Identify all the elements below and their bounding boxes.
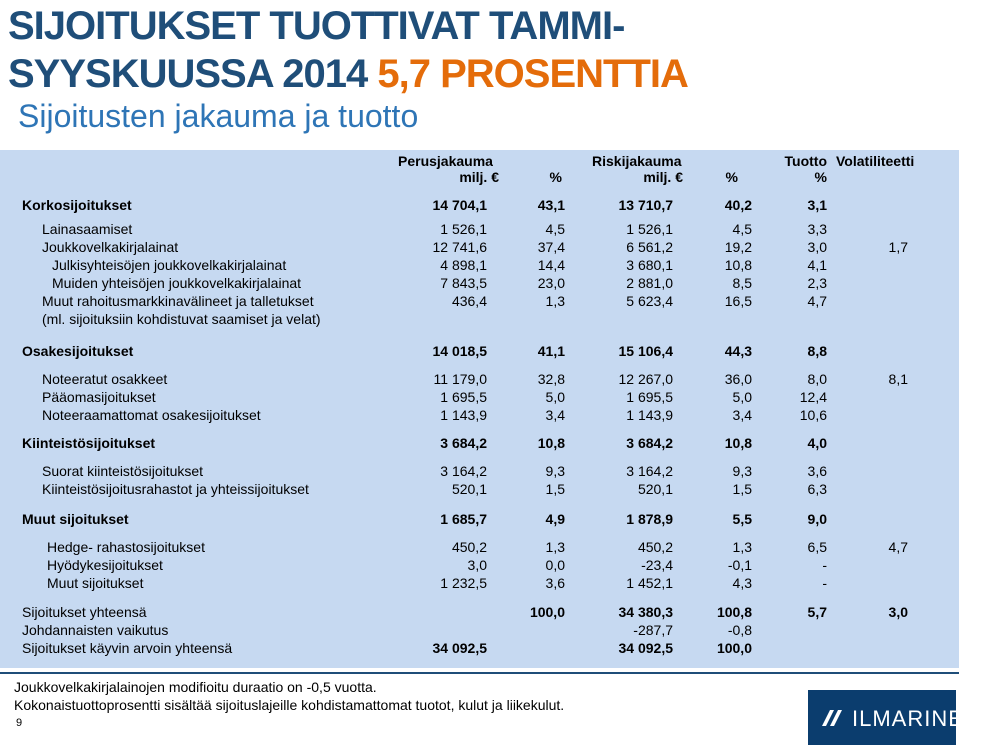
cell-perus-milj: 450,2 [451,539,487,555]
cell-perus-milj: 1 143,9 [440,407,487,423]
cell-tuotto: 6,3 [807,481,827,497]
cell-riski-pct: -0,8 [727,622,752,638]
cell-tuotto: 10,6 [799,407,827,423]
header-tuotto: Tuotto [784,153,827,169]
cell-perus-pct: 3,6 [545,575,565,591]
row-label: Suorat kiinteistösijoitukset [42,463,204,479]
title-accent: 5,7 PROSENTTIA [377,52,688,96]
cell-riski-pct: 40,2 [724,197,752,213]
cell-riski-milj: 3 684,2 [626,435,673,451]
header-perusjakauma: Perusjakauma [398,153,493,169]
cell-perus-milj: 34 092,5 [432,640,487,656]
cell-perus-pct: 41,1 [537,343,565,359]
cell-tuotto: 4,7 [807,293,827,309]
cell-riski-milj: 1 143,9 [626,407,673,423]
cell-riski-pct: 10,8 [724,435,752,451]
cell-riski-pct: 16,5 [724,293,752,309]
page-title [8,2,688,98]
cell-perus-pct: 1,3 [545,539,565,555]
cell-riski-pct: 4,3 [732,575,752,591]
cell-perus-milj: 436,4 [451,293,487,309]
cell-perus-milj: 3,0 [467,557,487,573]
section-label: Korkosijoitukset [22,197,132,213]
cell-tuotto: 3,6 [807,463,827,479]
cell-perus-milj: 1 685,7 [440,511,487,527]
cell-perus-milj: 1 232,5 [440,575,487,591]
row-label: Sijoitukset käyvin arvoin yhteensä [22,640,233,656]
row-label: (ml. sijoituksiin kohdistuvat saamiset ja velat) [42,311,321,327]
cell-tuotto: - [822,575,827,591]
cell-perus-pct: 100,0 [529,604,565,620]
footnote-duration: Joukkovelkakirjalainojen modifioitu duraatio on -0,5 vuotta. [14,679,377,695]
cell-riski-pct: 36,0 [724,371,752,387]
cell-riski-milj: 5 623,4 [626,293,673,309]
cell-perus-pct: 32,8 [537,371,565,387]
cell-tuotto: 9,0 [807,511,827,527]
cell-perus-pct: 1,5 [545,481,565,497]
cell-riski-milj: 12 267,0 [618,371,673,387]
cell-tuotto: 8,0 [807,371,827,387]
cell-perus-milj: 520,1 [451,481,487,497]
cell-perus-pct: 3,4 [545,407,565,423]
cell-perus-pct: 23,0 [537,275,565,291]
cell-tuotto: 3,0 [807,239,827,255]
cell-riski-pct: -0,1 [727,557,752,573]
section-label: Kiinteistösijoitukset [22,435,156,451]
row-label: Kiinteistösijoitusrahastot ja yhteissijoitukset [42,481,309,497]
cell-riski-pct: 100,0 [716,640,752,656]
cell-tuotto: 8,8 [807,343,827,359]
cell-perus-pct: 5,0 [545,389,565,405]
cell-perus-pct: 37,4 [537,239,565,255]
logo-text: ILMARINEN [852,706,981,731]
cell-tuotto: 6,5 [807,539,827,555]
title-line-1: SIJOITUKSET TUOTTIVAT TAMMI- [8,4,625,48]
cell-riski-pct: 44,3 [724,343,752,359]
row-label: Sijoitukset yhteensä [22,604,147,620]
cell-riski-pct: 8,5 [732,275,752,291]
row-label: Muut rahoitusmarkkinavälineet ja talletukset [42,293,314,309]
row-label: Noteeraamattomat osakesijoitukset [42,407,261,423]
cell-perus-milj: 4 898,1 [440,257,487,273]
row-label: Johdannaisten vaikutus [22,622,169,638]
header-riski-pct: % [725,169,738,185]
cell-riski-pct: 5,0 [732,389,752,405]
logo-mark-icon [820,708,844,728]
section-label: Osakesijoitukset [22,343,134,359]
title-line-2-text: SYYSKUUSSA 2014 [8,52,378,96]
cell-perus-milj: 7 843,5 [440,275,487,291]
cell-perus-pct: 4,5 [545,221,565,237]
ilmarinen-logo [808,690,981,745]
cell-riski-pct: 10,8 [724,257,752,273]
cell-perus-milj: 3 684,2 [440,435,487,451]
header-riskijakauma: Riskijakauma [592,153,682,169]
cell-perus-pct: 10,8 [537,435,565,451]
cell-perus-milj: 12 741,6 [432,239,487,255]
row-label: Hyödykesijoitukset [47,557,163,573]
row-label: Pääomasijoitukset [42,389,156,405]
page-number: 9 [16,717,23,729]
cell-riski-pct: 5,5 [732,511,752,527]
cell-perus-milj: 14 018,5 [432,343,487,359]
cell-riski-milj: 15 106,4 [618,343,673,359]
header-perus-pct: % [549,169,562,185]
cell-volatiliteetti: 4,7 [888,539,908,555]
cell-riski-milj: 450,2 [637,539,673,555]
cell-perus-pct: 0,0 [545,557,565,573]
cell-volatiliteetti: 3,0 [888,604,908,620]
cell-riski-milj: 1 452,1 [626,575,673,591]
cell-riski-milj: 34 380,3 [618,604,673,620]
cell-perus-pct: 4,9 [545,511,565,527]
row-label: Muut sijoitukset [47,575,144,591]
row-label: Lainasaamiset [42,221,133,237]
header-perus-milj: milj. € [459,169,499,185]
cell-perus-milj: 11 179,0 [433,371,487,387]
cell-riski-milj: 2 881,0 [626,275,673,291]
cell-riski-milj: 520,1 [637,481,673,497]
cell-riski-milj: 3 680,1 [626,257,673,273]
cell-perus-milj: 14 704,1 [432,197,487,213]
cell-tuotto: 4,0 [807,435,827,451]
cell-tuotto: 3,3 [807,221,827,237]
cell-volatiliteetti: 1,7 [888,239,908,255]
cell-volatiliteetti: 8,1 [888,371,908,387]
cell-riski-pct: 1,3 [732,539,752,555]
cell-tuotto: - [822,557,827,573]
cell-tuotto: 3,1 [807,197,827,213]
cell-riski-milj: 34 092,5 [618,640,673,656]
cell-riski-milj: 13 710,7 [618,197,673,213]
row-label: Julkisyhteisöjen joukkovelkakirjalainat [52,257,287,273]
divider [0,672,959,674]
cell-perus-milj: 3 164,2 [440,463,487,479]
cell-riski-milj: -23,4 [641,557,673,573]
header-riski-milj: milj. € [643,169,683,185]
cell-perus-pct: 9,3 [545,463,565,479]
cell-riski-milj: 3 164,2 [626,463,673,479]
cell-tuotto: 5,7 [807,604,827,620]
cell-riski-milj: 1 695,5 [626,389,673,405]
cell-tuotto: 4,1 [807,257,827,273]
row-label: Muiden yhteisöjen joukkovelkakirjalainat [52,275,302,291]
cell-riski-pct: 100,8 [716,604,752,620]
cell-tuotto: 12,4 [799,389,827,405]
header-tuotto-pct: % [814,169,827,185]
cell-perus-pct: 14,4 [537,257,565,273]
subtitle: Sijoitusten jakauma ja tuotto [18,98,419,134]
cell-riski-pct: 3,4 [732,407,752,423]
cell-perus-milj: 1 695,5 [440,389,487,405]
row-label: Noteeratut osakkeet [42,371,168,387]
cell-riski-milj: 1 526,1 [626,221,673,237]
row-label: Hedge- rahastosijoitukset [47,539,205,555]
cell-perus-pct: 43,1 [537,197,565,213]
cell-riski-pct: 4,5 [732,221,752,237]
cell-perus-milj: 1 526,1 [440,221,487,237]
row-label: Joukkovelkakirjalainat [42,239,179,255]
footnote-return: Kokonaistuottoprosentti sisältää sijoituslajeille kohdistamattomat tuotot, kulut ja liikekulut. [14,697,565,713]
cell-riski-milj: 1 878,9 [626,511,673,527]
cell-perus-pct: 1,3 [545,293,565,309]
cell-tuotto: 2,3 [807,275,827,291]
cell-riski-milj: -287,7 [633,622,673,638]
cell-riski-pct: 1,5 [732,481,752,497]
cell-riski-milj: 6 561,2 [626,239,673,255]
header-volatiliteetti: Volatiliteetti [836,153,915,169]
cell-riski-pct: 9,3 [732,463,752,479]
section-label: Muut sijoitukset [22,511,129,527]
title-line-2 [8,50,688,98]
cell-riski-pct: 19,2 [724,239,752,255]
